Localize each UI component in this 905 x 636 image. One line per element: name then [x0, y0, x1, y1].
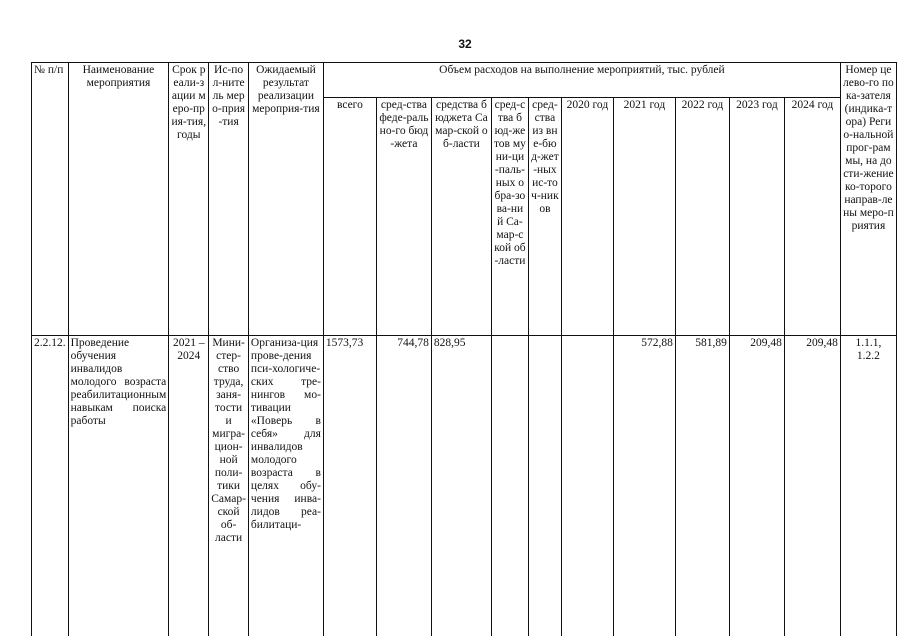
header-total: всего: [323, 98, 376, 336]
row-2021: 572,88: [613, 336, 675, 636]
row-2024: 209,48: [784, 336, 840, 636]
row-name: Проведение обучения инвалидов молодого возраста реабилитационным навыкам поиска работы: [68, 336, 169, 636]
header-federal: сред-ства феде-рально-го бюд-жета: [376, 98, 431, 336]
header-result: Ожидаемый результат реализации мероприя-тия: [248, 63, 323, 336]
row-municipal: [491, 336, 528, 636]
row-indicator: 1.1.1, 1.2.2: [840, 336, 896, 636]
row-term: 2021 – 2024: [169, 336, 209, 636]
header-2023: 2023 год: [729, 98, 784, 336]
row-2022: 581,89: [675, 336, 729, 636]
row-num: 2.2.12.: [32, 336, 69, 636]
header-2024: 2024 год: [784, 98, 840, 336]
row-executor: Мини-стер-ство труда, заня-тости и мигра-цион-ной поли-тики Самар-ской об-ласти: [209, 336, 249, 636]
header-2022: 2022 год: [675, 98, 729, 336]
row-federal: 744,78: [376, 336, 431, 636]
row-other: [528, 336, 561, 636]
header-2020: 2020 год: [561, 98, 613, 336]
header-2021: 2021 год: [613, 98, 675, 336]
header-expenses: Объем расходов на выполнение мероприятий, тыс. рублей: [323, 63, 840, 98]
page-number: 32: [458, 37, 472, 51]
header-regional: средства бюджета Самар-ской об-ласти: [431, 98, 491, 336]
row-regional: 828,95: [431, 336, 491, 636]
header-executor: Ис-пол-нитель меро-прия-тия: [209, 63, 249, 336]
header-other: сред-ства из вне-бюд-жет-ных ис-точ-ников: [528, 98, 561, 336]
header-num: № п/п: [32, 63, 69, 336]
row-2020: [561, 336, 613, 636]
row-2023: 209,48: [729, 336, 784, 636]
row-total: 1573,73: [323, 336, 376, 636]
row-result: Организа-ция прове-дения пси-хологиче-ских тре-нингов мо-тивации «Поверь в себя» для инвалидов молодого возраста в целях обу-чения инва-лидов реа-билитаци-: [248, 336, 323, 636]
header-term: Срок реали-зации меро-прия-тия, годы: [169, 63, 209, 336]
header-name: Наименование мероприятия: [68, 63, 169, 336]
header-indicator: Номер целево-го пока-зателя (индика-тора) Регио-нальной прог-раммы, на дости-жение ко-торого направ-лены меро-приятия: [840, 63, 896, 336]
expenses-table: [31, 62, 897, 636]
header-municipal: сред-ства бюд-жетов муни-ци-паль-ных обра-зова-ний Са-мар-ской об-ласти: [491, 98, 528, 336]
